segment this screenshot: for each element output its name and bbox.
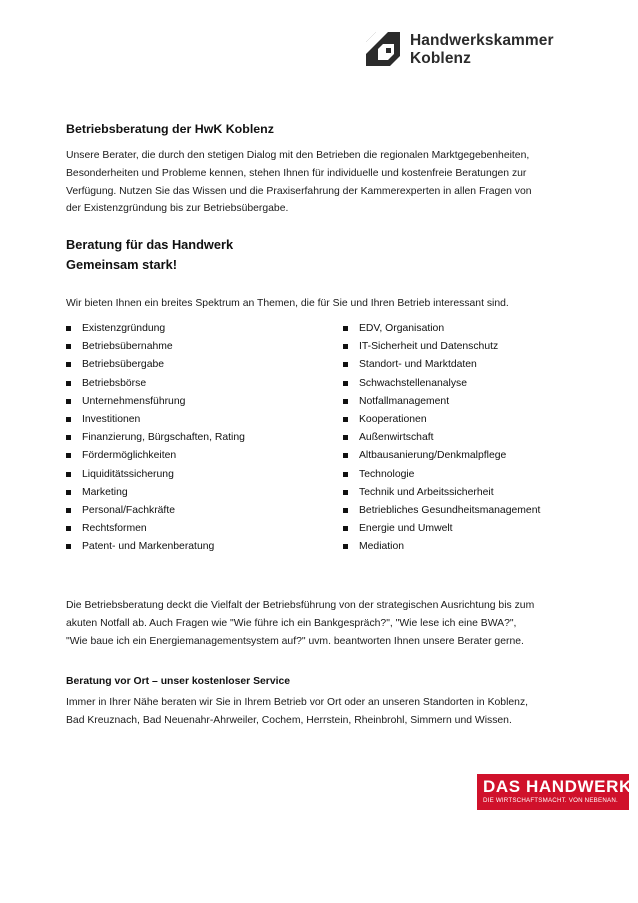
- section-title: Beratung für das Handwerk: [66, 237, 234, 252]
- bullet-icon: [66, 490, 71, 495]
- list-item: Unternehmensführung: [66, 393, 245, 411]
- list-item: Patent- und Markenberatung: [66, 538, 245, 556]
- bullet-icon: [343, 381, 348, 386]
- intro-paragraph: [66, 147, 556, 218]
- list-item: Energie und Umwelt: [343, 520, 540, 538]
- bullet-icon: [343, 326, 348, 331]
- list-item: Schwachstellenanalyse: [343, 375, 540, 393]
- das-handwerk-logo-title: DAS HANDWERK: [483, 777, 632, 796]
- list-item: Existenzgründung: [66, 320, 245, 338]
- bullet-icon: [66, 362, 71, 367]
- bullet-icon: [66, 435, 71, 440]
- list-item: Betriebsbörse: [66, 375, 245, 393]
- list-item: Personal/Fachkräfte: [66, 502, 245, 520]
- coverage-line: akuten Notfall ab. Auch Fragen wie "Wie führe ich ein Bankgespräch?", "Wie lese ich eine BWA?",: [66, 617, 517, 629]
- das-handwerk-logo: [477, 774, 632, 810]
- onsite-title: Beratung vor Ort – unser kostenloser Service: [66, 676, 291, 687]
- list-item: Standort- und Marktdaten: [343, 356, 540, 374]
- bullet-icon: [66, 544, 71, 549]
- list-item: Rechtsformen: [66, 520, 245, 538]
- hwk-emblem-icon: [366, 32, 400, 66]
- topic-list-right: [343, 320, 540, 556]
- list-item: Altbausanierung/Denkmalpflege: [343, 447, 540, 465]
- onsite-line: Bad Kreuznach, Bad Neuenahr-Ahrweiler, Cochem, Herrstein, Rheinbrohl, Simmern und Wissen.: [66, 714, 512, 726]
- list-item: Betriebsübernahme: [66, 338, 245, 356]
- list-item: Notfallmanagement: [343, 393, 540, 411]
- list-item: Investitionen: [66, 411, 245, 429]
- bullet-icon: [343, 399, 348, 404]
- bullet-icon: [343, 344, 348, 349]
- list-item: EDV, Organisation: [343, 320, 540, 338]
- bullet-icon: [343, 526, 348, 531]
- list-item: Außenwirtschaft: [343, 429, 540, 447]
- list-item: IT-Sicherheit und Datenschutz: [343, 338, 540, 356]
- das-handwerk-logo-tagline: DIE WIRTSCHAFTSMACHT. VON NEBENAN.: [483, 797, 618, 804]
- coverage-paragraph: [66, 597, 556, 650]
- onsite-line: Immer in Ihrer Nähe beraten wir Sie in Ihrem Betrieb vor Ort oder an unseren Standorten in Koblenz,: [66, 697, 529, 708]
- coverage-line: "Wie baue ich ein Energiemanagementsystem auf?" uvm. beantworten Ihnen unsere Berater gerne.: [66, 635, 524, 647]
- list-item: Liquiditätssicherung: [66, 466, 245, 484]
- list-item: Kooperationen: [343, 411, 540, 429]
- bullet-icon: [343, 417, 348, 422]
- intro-line: Besonderheiten und Probleme kennen, stehen Ihnen für individuelle und kostenfreie Beratungen zur: [66, 167, 527, 179]
- list-item: Finanzierung, Bürgschaften, Rating: [66, 429, 245, 447]
- bullet-icon: [66, 508, 71, 513]
- intro-line: der Existenzgründung bis zur Betriebsübergabe.: [66, 203, 289, 215]
- list-item: Technik und Arbeitssicherheit: [343, 484, 540, 502]
- section-lead: Wir bieten Ihnen ein breites Spektrum an Themen, die für Sie und Ihren Betrieb interessant sind.: [66, 298, 509, 309]
- list-item: Fördermöglichkeiten: [66, 447, 245, 465]
- bullet-icon: [343, 362, 348, 367]
- logo-line-2: Koblenz: [410, 50, 471, 67]
- bullet-icon: [66, 453, 71, 458]
- coverage-line: Die Betriebsberatung deckt die Vielfalt der Betriebsführung von der strategischen Ausrichtung bis zum: [66, 600, 535, 611]
- bullet-icon: [343, 435, 348, 440]
- list-item: Marketing: [66, 484, 245, 502]
- intro-line: Verfügung. Nutzen Sie das Wissen und die Praxiserfahrung der Kammerexperten in allen Fragen von: [66, 185, 532, 197]
- bullet-icon: [66, 381, 71, 386]
- list-item: Betriebliches Gesundheitsmanagement: [343, 502, 540, 520]
- intro-line: Unsere Berater, die durch den stetigen Dialog mit den Betrieben die regionalen Marktgegebenheiten,: [66, 150, 530, 161]
- intro-title: Betriebsberatung der HwK Koblenz: [66, 122, 274, 136]
- bullet-icon: [66, 417, 71, 422]
- bullet-icon: [343, 544, 348, 549]
- bullet-icon: [343, 472, 348, 477]
- list-item: Technologie: [343, 466, 540, 484]
- bullet-icon: [66, 399, 71, 404]
- bullet-icon: [66, 526, 71, 531]
- bullet-icon: [66, 472, 71, 477]
- hwk-koblenz-logo: [366, 30, 566, 72]
- bullet-icon: [343, 490, 348, 495]
- onsite-paragraph: [66, 694, 556, 730]
- list-item: Betriebsübergabe: [66, 356, 245, 374]
- section-subtitle: Gemeinsam stark!: [66, 257, 177, 272]
- logo-line-1: Handwerkskammer: [410, 32, 554, 49]
- bullet-icon: [66, 326, 71, 331]
- bullet-icon: [343, 453, 348, 458]
- topic-list-left: [66, 320, 245, 556]
- bullet-icon: [66, 344, 71, 349]
- bullet-icon: [343, 508, 348, 513]
- list-item: Mediation: [343, 538, 540, 556]
